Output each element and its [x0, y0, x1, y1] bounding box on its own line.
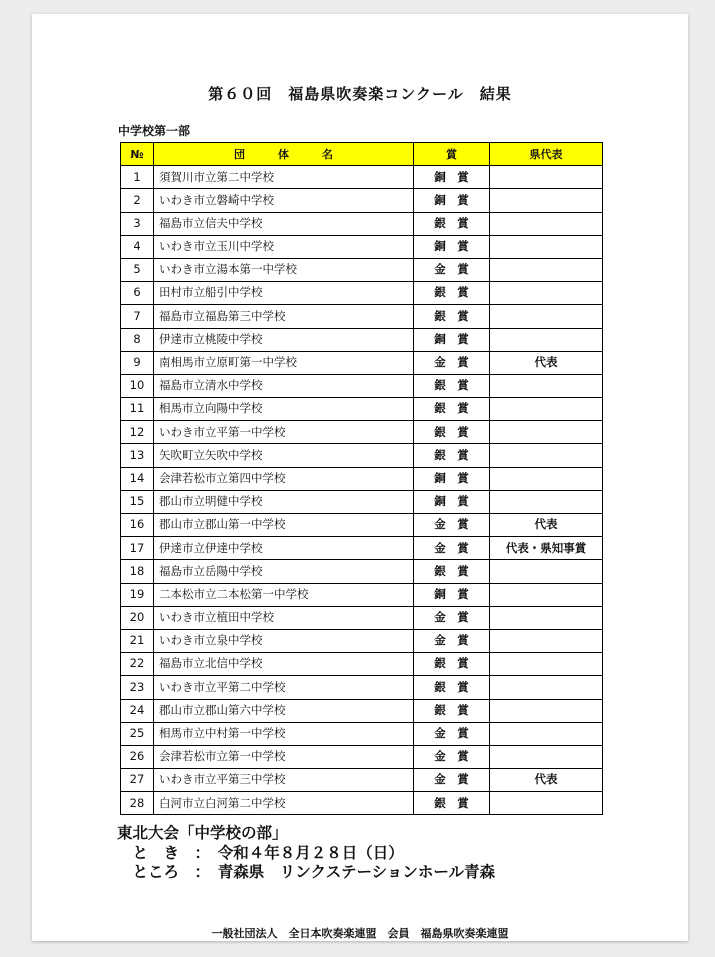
row-number: 8 [121, 328, 154, 351]
representative [490, 421, 603, 444]
representative [490, 467, 603, 490]
award: 銀 賞 [414, 398, 490, 421]
school-name: 矢吹町立矢吹中学校 [154, 444, 414, 467]
row-number: 9 [121, 351, 154, 374]
table-header-row [121, 143, 603, 166]
row-number: 13 [121, 444, 154, 467]
row-number: 15 [121, 490, 154, 513]
row-number: 6 [121, 282, 154, 305]
award: 銀 賞 [414, 560, 490, 583]
award: 銅 賞 [414, 328, 490, 351]
row-number: 28 [121, 792, 154, 815]
school-name: いわき市立泉中学校 [154, 629, 414, 652]
representative [490, 676, 603, 699]
row-number: 12 [121, 421, 154, 444]
table-row [121, 629, 603, 652]
row-number: 20 [121, 606, 154, 629]
table-row [121, 282, 603, 305]
row-number: 3 [121, 212, 154, 235]
table-row [121, 699, 603, 722]
table-row [121, 745, 603, 768]
row-number: 11 [121, 398, 154, 421]
school-name: 須賀川市立第二中学校 [154, 166, 414, 189]
award: 銀 賞 [414, 699, 490, 722]
award: 銀 賞 [414, 212, 490, 235]
representative [490, 305, 603, 328]
award: 銀 賞 [414, 374, 490, 397]
representative [490, 583, 603, 606]
representative [490, 560, 603, 583]
table-row [121, 792, 603, 815]
footer-organization: 一般社団法人 全日本吹奏楽連盟 会員 福島県吹奏楽連盟 [211, 927, 509, 940]
award: 金 賞 [414, 722, 490, 745]
table-row [121, 421, 603, 444]
table-row [121, 560, 603, 583]
table-row [121, 351, 603, 374]
row-number: 1 [121, 166, 154, 189]
table-row [121, 189, 603, 212]
representative [490, 282, 603, 305]
info-venue: ところ ： 青森県 リンクステーションホール青森 [117, 863, 496, 881]
school-name: 郡山市立明健中学校 [154, 490, 414, 513]
table-row [121, 467, 603, 490]
table-row [121, 583, 603, 606]
header-no: № [121, 143, 154, 166]
school-name: 二本松市立二本松第一中学校 [154, 583, 414, 606]
table-row [121, 328, 603, 351]
representative: 代表・県知事賞 [490, 537, 603, 560]
row-number: 10 [121, 374, 154, 397]
table-body [121, 166, 603, 815]
school-name: いわき市立湯本第一中学校 [154, 258, 414, 281]
results-table [120, 142, 603, 815]
row-number: 24 [121, 699, 154, 722]
award: 金 賞 [414, 769, 490, 792]
representative [490, 235, 603, 258]
header-award: 賞 [414, 143, 490, 166]
school-name: いわき市立植田中学校 [154, 606, 414, 629]
award: 銅 賞 [414, 490, 490, 513]
row-number: 16 [121, 514, 154, 537]
award: 金 賞 [414, 514, 490, 537]
representative [490, 374, 603, 397]
school-name: 田村市立船引中学校 [154, 282, 414, 305]
row-number: 19 [121, 583, 154, 606]
row-number: 4 [121, 235, 154, 258]
school-name: 南相馬市立原町第一中学校 [154, 351, 414, 374]
row-number: 23 [121, 676, 154, 699]
award: 銅 賞 [414, 166, 490, 189]
representative [490, 328, 603, 351]
row-number: 26 [121, 745, 154, 768]
representative: 代表 [490, 514, 603, 537]
table-row [121, 166, 603, 189]
school-name: 相馬市立向陽中学校 [154, 398, 414, 421]
section-label: 中学校第一部 [118, 124, 191, 138]
table-row [121, 722, 603, 745]
representative [490, 745, 603, 768]
award: 銀 賞 [414, 444, 490, 467]
school-name: 郡山市立郡山第一中学校 [154, 514, 414, 537]
award: 銀 賞 [414, 792, 490, 815]
representative [490, 166, 603, 189]
table-row [121, 514, 603, 537]
document-page [32, 14, 688, 941]
table-row [121, 490, 603, 513]
award: 銀 賞 [414, 676, 490, 699]
award: 金 賞 [414, 351, 490, 374]
row-number: 14 [121, 467, 154, 490]
header-name: 団 体 名 [154, 143, 414, 166]
school-name: 会津若松市立第四中学校 [154, 467, 414, 490]
info-date: と き ： 令和４年８月２８日（日） [117, 843, 404, 862]
tohoku-info [117, 824, 495, 883]
representative [490, 653, 603, 676]
representative [490, 629, 603, 652]
school-name: 伊達市立桃陵中学校 [154, 328, 414, 351]
award: 銀 賞 [414, 421, 490, 444]
representative: 代表 [490, 351, 603, 374]
representative [490, 398, 603, 421]
representative [490, 189, 603, 212]
row-number: 17 [121, 537, 154, 560]
row-number: 18 [121, 560, 154, 583]
row-number: 5 [121, 258, 154, 281]
table-row [121, 305, 603, 328]
representative [490, 792, 603, 815]
representative [490, 606, 603, 629]
row-number: 25 [121, 722, 154, 745]
row-number: 22 [121, 653, 154, 676]
table-row [121, 398, 603, 421]
representative [490, 212, 603, 235]
representative [490, 699, 603, 722]
award: 金 賞 [414, 629, 490, 652]
school-name: 福島市立福島第三中学校 [154, 305, 414, 328]
school-name: 郡山市立郡山第六中学校 [154, 699, 414, 722]
row-number: 21 [121, 629, 154, 652]
table-row [121, 606, 603, 629]
table-row [121, 258, 603, 281]
award: 銀 賞 [414, 305, 490, 328]
school-name: いわき市立平第三中学校 [154, 769, 414, 792]
school-name: 相馬市立中村第一中学校 [154, 722, 414, 745]
award: 金 賞 [414, 258, 490, 281]
row-number: 2 [121, 189, 154, 212]
school-name: 福島市立清水中学校 [154, 374, 414, 397]
row-number: 27 [121, 769, 154, 792]
award: 金 賞 [414, 537, 490, 560]
award: 金 賞 [414, 745, 490, 768]
school-name: 会津若松市立第一中学校 [154, 745, 414, 768]
award: 銀 賞 [414, 282, 490, 305]
table-row [121, 212, 603, 235]
award: 銅 賞 [414, 235, 490, 258]
table-row [121, 444, 603, 467]
award: 銀 賞 [414, 653, 490, 676]
school-name: いわき市立平第二中学校 [154, 676, 414, 699]
school-name: 伊達市立伊達中学校 [154, 537, 414, 560]
table-row [121, 676, 603, 699]
table-row [121, 769, 603, 792]
school-name: いわき市立玉川中学校 [154, 235, 414, 258]
school-name: 福島市立北信中学校 [154, 653, 414, 676]
table-row [121, 537, 603, 560]
representative: 代表 [490, 769, 603, 792]
school-name: いわき市立磐崎中学校 [154, 189, 414, 212]
award: 銅 賞 [414, 467, 490, 490]
table-row [121, 235, 603, 258]
info-title: 東北大会「中学校の部」 [117, 824, 288, 842]
award: 銅 賞 [414, 189, 490, 212]
representative [490, 444, 603, 467]
row-number: 7 [121, 305, 154, 328]
header-representative: 県代表 [490, 143, 603, 166]
page-title: 第６０回 福島県吹奏楽コンクール 結果 [208, 85, 512, 103]
table-row [121, 374, 603, 397]
school-name: 福島市立信夫中学校 [154, 212, 414, 235]
school-name: いわき市立平第一中学校 [154, 421, 414, 444]
table-row [121, 653, 603, 676]
representative [490, 490, 603, 513]
representative [490, 258, 603, 281]
representative [490, 722, 603, 745]
school-name: 白河市立白河第二中学校 [154, 792, 414, 815]
award: 金 賞 [414, 606, 490, 629]
award: 銅 賞 [414, 583, 490, 606]
school-name: 福島市立岳陽中学校 [154, 560, 414, 583]
